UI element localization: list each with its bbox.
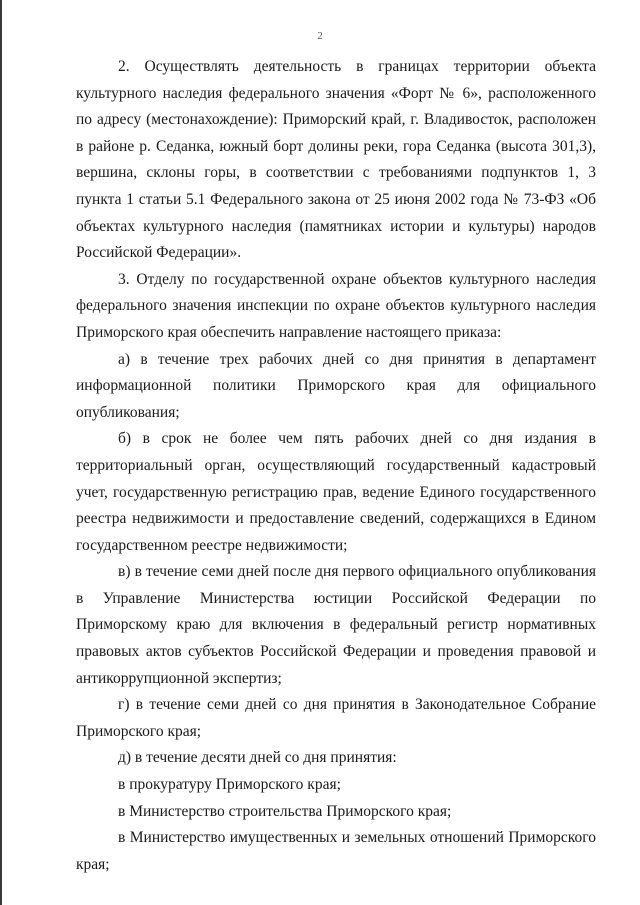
recipient-prosecutor: в прокуратуру Приморского края; xyxy=(118,776,341,794)
page-number: 2 xyxy=(317,30,323,42)
subparagraph-d: д) в течение десяти дней со дня принятия: xyxy=(118,749,397,767)
subparagraph-g: г) в течение семи дней со дня принятия в Законодательное Собрание Приморского края; xyxy=(76,696,596,740)
scan-edge-line xyxy=(0,0,2,905)
subparagraph-a: а) в течение трех рабочих дней со дня принятия в департамент информационной политики Приморского края для официального опубликования; xyxy=(76,350,596,421)
subparagraph-v: в) в течение семи дней после дня первого официального опубликования в Управление Министерства юстиции Российской Федерации по Приморскому краю для включения в федеральный регистр нормативных правовых актов субъектов Российской Федерации и проведения правовой и антикоррупционной экспертиз; xyxy=(76,563,596,687)
recipient-ministry-construction: в Министерство строительства Приморского края; xyxy=(118,802,452,820)
paragraph-item-2: 2. Осуществлять деятельность в границах территории объекта культурного наследия федерального значения «Форт № 6», расположенного по адресу (местонахождение): Приморский край, г. Владивосток, расположен в районе р. Седанка, южный борт долины реки, гора Седанка (высота 301,3), вершина, склоны горы, в соответствии с требованиями подпунктов 1, 3 пункта 1 статьи 5.1 Федерального закона от 25 июня 2002 года № 73-ФЗ «Об объектах культурного наследия (памятниках истории и культуры) народов Российской Федерации». xyxy=(76,58,596,262)
document-body xyxy=(76,54,596,878)
paragraph-item-3: 3. Отделу по государственной охране объектов культурного наследия федерального значения инспекции по охране объектов культурного наследия Приморского края обеспечить направление настоящего приказа: xyxy=(76,270,596,341)
recipient-ministry-property: в Министерство имущественных и земельных отношений Приморского края; xyxy=(76,829,596,873)
subparagraph-b: б) в срок не более чем пять рабочих дней со дня издания в территориальный орган, осуществляющий государственный кадастровый учет, государственную регистрацию прав, ведение Единого государственного реестра недвижимости и предоставление сведений, содержащихся в Едином государственном реестре недвижимости; xyxy=(76,430,596,554)
